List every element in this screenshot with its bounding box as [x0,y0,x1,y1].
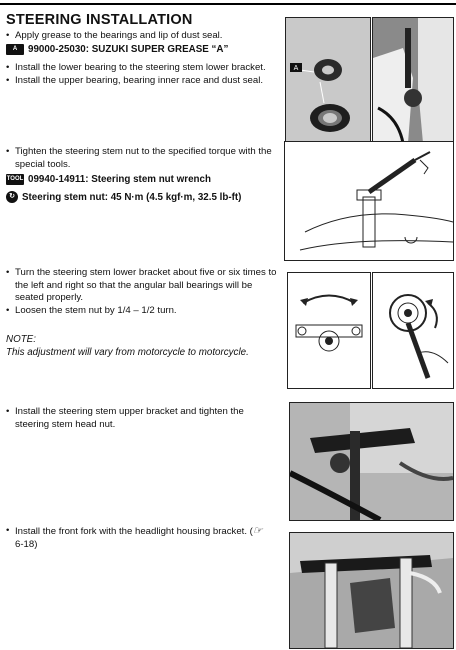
photo-steering-head [372,17,454,144]
tool-icon: TOOL [6,174,24,185]
grease-callout-label: A [293,65,299,72]
illustration-stem-nut-wrench [284,141,454,261]
bullet-turn-bracket: • Turn the steering stem lower bracket about five or six times to the left and right so that the angular ball bearings will be seated properly. [6,267,278,305]
section-upper-bracket [6,406,278,431]
section-seat-bearings [6,267,278,317]
bullet-apply-grease: • Apply grease to the bearings and lip of dust seal. [6,30,278,43]
photo-upper-bracket [289,402,454,521]
note-text: This adjustment will vary from motorcycle to motorcycle. [6,347,249,358]
illustration-loosen-nut [372,272,454,389]
grease-spec [6,44,228,55]
illustration-bracket-turn [287,272,371,389]
section-front-fork [6,525,278,551]
bullet-front-fork [6,525,278,551]
photo-front-fork [289,532,454,649]
grease-spec-text: 99000-25030: SUZUKI SUPER GREASE “A” [28,44,229,55]
section-bearings [6,62,278,87]
bullet-loosen-nut: • Loosen the stem nut by 1/4 – 1/2 turn. [6,305,278,318]
reference-arrow-icon: ☞ [252,525,263,537]
special-tool [6,174,211,185]
photo-bearings [285,17,371,144]
grease-gun-icon: A [6,44,24,55]
section-tighten [6,146,278,171]
page-title: STEERING INSTALLATION [6,12,193,28]
bullet-upper-bearing: • Install the upper bearing, bearing inner race and dust seal. [6,75,278,88]
front-fork-text: Install the front fork with the headlight housing bracket. ( [15,526,253,537]
note-label: NOTE: [6,334,36,345]
bullet-upper-bracket: • Install the steering stem upper bracket and tighten the steering stem head nut. [6,406,278,431]
special-tool-text: 09940-14911: Steering stem nut wrench [28,174,211,185]
bullet-lower-bearing: • Install the lower bearing to the steering stem lower bracket. [6,62,278,75]
torque-spec-text: Steering stem nut: 45 N·m (4.5 kgf·m, 32.5 lb-ft) [22,191,242,203]
front-fork-ref: 6-18) [15,538,38,550]
top-rule [0,3,456,5]
bullet-tighten-nut: • Tighten the steering stem nut to the specified torque with the special tools. [6,146,278,171]
section-grease [6,30,278,43]
note [6,333,282,359]
torque-wrench-icon: ↻ [6,191,18,203]
torque-spec [6,191,241,203]
